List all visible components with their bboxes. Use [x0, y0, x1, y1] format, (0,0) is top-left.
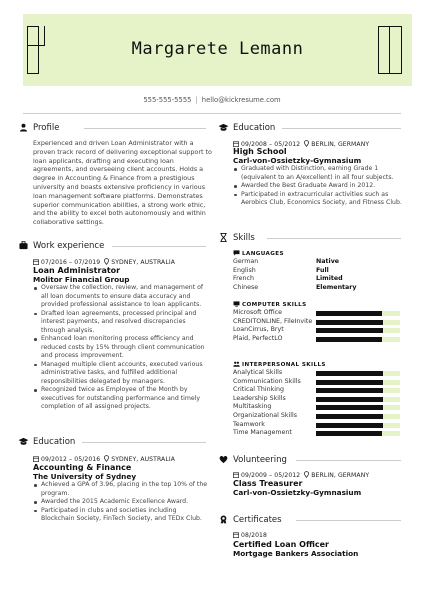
work-meta — [33, 258, 175, 266]
section-rule — [296, 460, 401, 461]
email-link[interactable]: hello@kickresume.com — [201, 96, 281, 104]
calendar-icon — [33, 456, 39, 462]
certificate-meta — [233, 532, 267, 539]
skill-level-fill — [316, 311, 382, 316]
work-bullets — [33, 284, 208, 412]
location-pin-icon — [104, 455, 109, 462]
calendar-icon — [233, 532, 239, 538]
education-dates: 09/2012 – 05/2016 — [41, 456, 101, 463]
calendar-icon — [33, 259, 39, 265]
divider — [23, 113, 401, 114]
certificate-issuer: Mortgage Bankers Association — [233, 549, 359, 558]
speech-icon — [233, 250, 240, 256]
skill-level-fill — [316, 388, 383, 393]
heart-icon — [219, 455, 228, 464]
section-rule — [267, 238, 401, 239]
education-bullets — [233, 165, 405, 208]
location-pin-icon — [104, 258, 109, 265]
list-item: Participated in clubs and societies including Blockchain Society, FinTech Society, and TEDx Club. — [33, 507, 208, 524]
people-icon — [233, 361, 240, 367]
section-rule — [112, 246, 206, 247]
skill-level-bar — [316, 388, 400, 393]
skill-name: CREDITONLINE, FileInvite — [233, 317, 313, 325]
contact-separator: | — [195, 96, 198, 104]
section-title-education: Education — [233, 123, 276, 133]
section-rule — [282, 128, 401, 129]
list-item: Managed multiple client accounts, executed various administrative tasks, and fulfilled additional responsibilities delegated by managers. — [33, 361, 208, 387]
skill-level-bar — [316, 320, 400, 325]
skill-level-bar — [316, 414, 400, 419]
skill-level-bar — [316, 405, 400, 410]
list-item: Graduated with Distinction, earning Grade 1 (equivalent to an A/excellent) in all four subjects. — [233, 165, 405, 182]
skill-level-fill — [316, 320, 383, 325]
skill-level-fill — [316, 414, 383, 419]
volunteering-role: Class Treasurer — [233, 479, 303, 488]
interpersonal-skills-heading: INTERPERSONAL SKILLS — [233, 361, 326, 368]
skill-name: Multitasking — [233, 403, 272, 411]
calendar-icon — [233, 472, 239, 478]
certificate-name: Certified Loan Officer — [233, 540, 329, 549]
skill-level-fill — [316, 431, 382, 436]
languages-heading: LANGUAGES — [233, 250, 284, 257]
language-name: French — [233, 275, 254, 283]
candidate-name: Margarete Lemann — [131, 39, 304, 59]
section-rule — [84, 128, 206, 129]
skill-name: Leadership Skills — [233, 394, 286, 402]
skill-name: Analytical Skills — [233, 369, 283, 376]
education-dates: 09/2008 – 05/2012 — [241, 141, 301, 148]
language-name: German — [233, 258, 259, 265]
computer-icon — [233, 301, 240, 307]
language-level: Limited — [316, 275, 343, 283]
language-level: Native — [316, 258, 340, 265]
location-pin-icon — [304, 140, 309, 147]
work-location: SYDNEY, AUSTRALIA — [111, 259, 175, 266]
certificate-date: 08/2018 — [241, 532, 268, 539]
list-item: Awarded the 2015 Academic Excellence Award. — [33, 498, 208, 507]
work-role: Loan Administrator — [33, 266, 121, 275]
volunteering-org: Carl-von-Ossietzky-Gymnasium — [233, 488, 362, 497]
contact-line — [0, 96, 424, 104]
skill-name: Teamwork — [233, 420, 265, 428]
section-title-certificates: Certificates — [233, 515, 282, 525]
profile-text: Experienced and driven Loan Administrator with a proven track record of delivering exceptional support to loan applicants, drafting and executing loan agreements, and overseeing client accounts. Holds a degree in Accounting & Finance from a prestigious university and boasts extensive proficiency in various loan management software platforms. Demonstrates superior communication abilities, a strong work ethic, and the ability to excel both autonomously and within collaborative settings. — [33, 139, 212, 227]
volunteering-meta — [233, 471, 369, 479]
skill-level-bar — [316, 337, 400, 342]
section-rule — [296, 520, 401, 521]
skill-level-bar — [316, 371, 400, 376]
education-school: Carl-von-Ossietzky-Gymnasium — [233, 156, 362, 165]
skill-name: Critical Thinking — [233, 386, 284, 394]
list-item: Participated in extracurricular activities such as Aerobics Club, Economics Society, and Fitness Club. — [233, 191, 405, 208]
location-pin-icon — [304, 471, 309, 478]
work-dates: 07/2016 – 07/2019 — [41, 259, 101, 266]
list-item: Drafted loan agreements, processed principal and interest payments, and resolved discrepancies through analysis. — [33, 310, 208, 336]
skill-level-bar — [316, 423, 400, 428]
language-name: English — [233, 266, 256, 274]
skill-name: Time Management — [233, 429, 292, 437]
education-location: SYDNEY, AUSTRALIA — [111, 456, 175, 463]
section-title-skills: Skills — [233, 233, 255, 243]
skill-level-bar — [316, 380, 400, 385]
education-meta — [33, 455, 175, 463]
volunteering-location: BERLIN, GERMANY — [311, 472, 370, 479]
header-band — [23, 14, 412, 86]
skill-name: Microsoft Office — [233, 309, 283, 316]
computer-skills-heading: COMPUTER SKILLS — [233, 301, 307, 308]
section-title-profile: Profile — [33, 123, 60, 133]
skill-name: Organizational Skills — [233, 412, 298, 419]
list-item: Enhanced loan monitoring process efficiency and reduced costs by 15% through client communication and process improvement. — [33, 335, 208, 361]
skill-level-fill — [316, 397, 383, 402]
graduation-cap-icon — [18, 437, 29, 446]
phone: 555-555-5555 — [143, 96, 192, 104]
education-bullets — [33, 481, 208, 524]
list-item: Achieved a GPA of 3.96, placing in the top 10% of the program. — [33, 481, 208, 498]
skill-level-bar — [316, 397, 400, 402]
skill-level-fill — [316, 337, 382, 342]
graduation-cap-icon — [218, 123, 229, 132]
work-company: Molitor Financial Group — [33, 275, 130, 284]
hourglass-icon — [219, 233, 228, 242]
list-item: Recognized twice as Employee of the Month by executives for outstanding performance and timely completion of all assigned projects. — [33, 386, 208, 412]
volunteering-dates: 09/2009 – 05/2012 — [241, 472, 301, 479]
skill-name: Communication Skills — [233, 377, 301, 385]
list-item: Awarded the Best Graduate Award in 2012. — [233, 182, 405, 191]
skill-level-bar — [316, 311, 400, 316]
language-name: Chinese — [233, 283, 259, 291]
education-degree: Accounting & Finance — [33, 463, 132, 472]
skill-level-fill — [316, 405, 383, 410]
briefcase-icon — [19, 241, 28, 250]
skill-level-bar — [316, 431, 400, 436]
language-level: Elementary — [316, 283, 357, 291]
skill-name: Plaid, PerfectLO — [233, 334, 283, 342]
skill-level-fill — [316, 371, 383, 376]
person-icon — [19, 123, 28, 132]
list-item: Oversaw the collection, review, and management of all loan documents to ensure data accuracy and provided professional assistance to loan applicants. — [33, 284, 208, 310]
section-title-education: Education — [33, 437, 76, 447]
section-title-volunteering: Volunteering — [233, 455, 287, 465]
skill-level-fill — [316, 380, 383, 385]
skill-level-bar — [316, 328, 400, 333]
skill-level-fill — [316, 328, 383, 333]
education-location: BERLIN, GERMANY — [311, 141, 370, 148]
skill-name: LoanCirrus, Bryt — [233, 326, 284, 334]
education-degree: High School — [233, 147, 287, 156]
section-title-work: Work experience — [33, 241, 105, 251]
education-school: The University of Sydney — [33, 472, 137, 481]
skill-level-fill — [316, 423, 383, 428]
award-icon — [219, 515, 228, 524]
language-level: Full — [316, 266, 329, 274]
section-rule — [82, 442, 206, 443]
